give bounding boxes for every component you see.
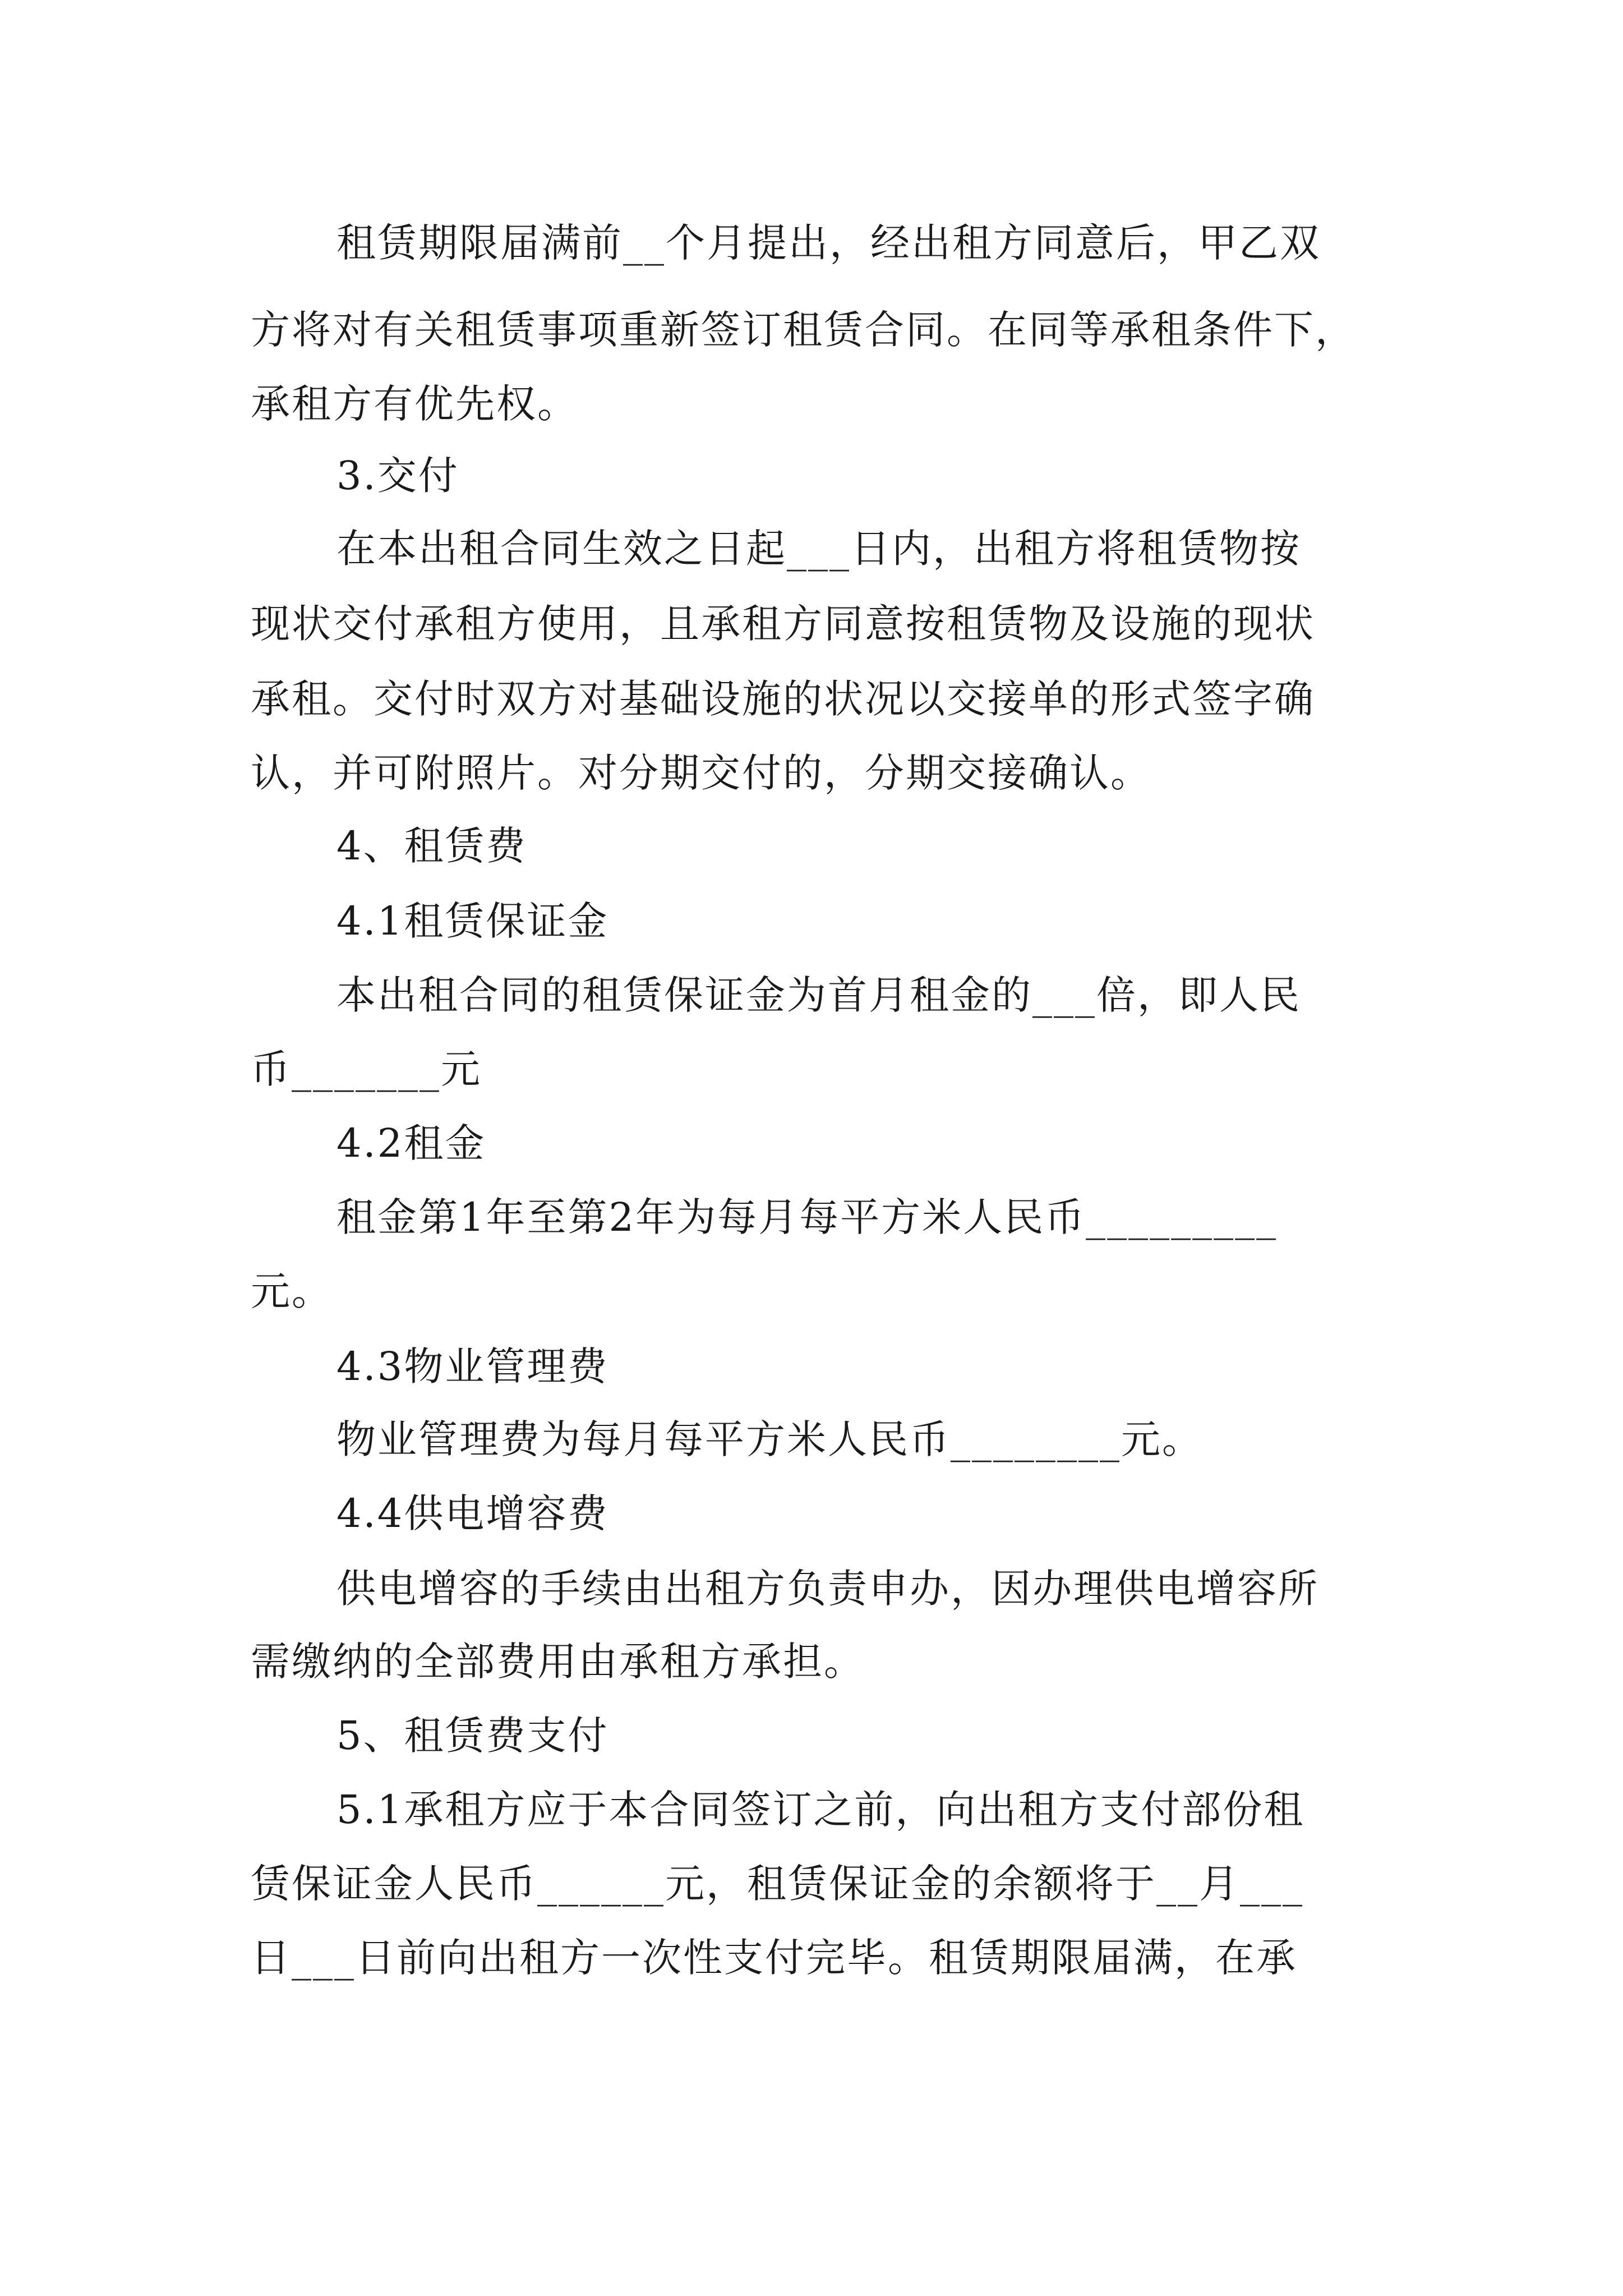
paragraph-line: 承租。交付时双方对基础设施的状况以交接单的形式签字确 xyxy=(251,676,1315,722)
paragraph-line: 赁保证金人民币______元，租赁保证金的余额将于__月___ xyxy=(251,1861,1304,1907)
paragraph-line: 租赁期限届满前__个月提出，经出租方同意后，甲乙双 xyxy=(336,220,1321,266)
paragraph-line: 5.1承租方应于本合同签订之前，向出租方支付部份租 xyxy=(336,1787,1305,1833)
paragraph-line: 方将对有关租赁事项重新签订租赁合同。在同等承租条件下， xyxy=(251,307,1356,353)
paragraph-line: 元。 xyxy=(251,1268,333,1314)
paragraph-line: 供电增容的手续由出租方负责申办，因办理供电增容所 xyxy=(336,1566,1319,1612)
paragraph-line: 日___日前向出租方一次性支付完毕。租赁期限届满，在承 xyxy=(251,1935,1297,1981)
paragraph-line: 需缴纳的全部费用由承租方承担。 xyxy=(251,1639,865,1685)
subsection-heading-property-fee: 4.3物业管理费 xyxy=(336,1343,609,1389)
section-heading-delivery: 3.交付 xyxy=(336,453,459,499)
paragraph-line: 本出租合同的租赁保证金为首月租金的___倍，即人民 xyxy=(336,972,1301,1018)
paragraph-line: 现状交付承租方使用，且承租方同意按租赁物及设施的现状 xyxy=(251,601,1315,647)
paragraph-line: 币_______元 xyxy=(251,1046,482,1092)
paragraph-line: 认，并可附照片。对分期交付的，分期交接确认。 xyxy=(251,750,1151,796)
paragraph-line: 物业管理费为每月每平方米人民币________元。 xyxy=(336,1416,1203,1462)
subsection-heading-deposit: 4.1租赁保证金 xyxy=(336,898,609,944)
subsection-heading-power-fee: 4.4供电增容费 xyxy=(336,1490,609,1536)
section-heading-rent-fee: 4、租赁费 xyxy=(336,823,527,869)
subsection-heading-rent: 4.2租金 xyxy=(336,1120,486,1166)
paragraph-line: 租金第1年至第2年为每月每平方米人民币_________ xyxy=(336,1194,1278,1240)
section-heading-payment: 5、租赁费支付 xyxy=(336,1713,609,1759)
paragraph-line: 在本出租合同生效之日起___日内，出租方将租赁物按 xyxy=(336,526,1301,572)
paragraph-line: 承租方有优先权。 xyxy=(251,381,578,427)
